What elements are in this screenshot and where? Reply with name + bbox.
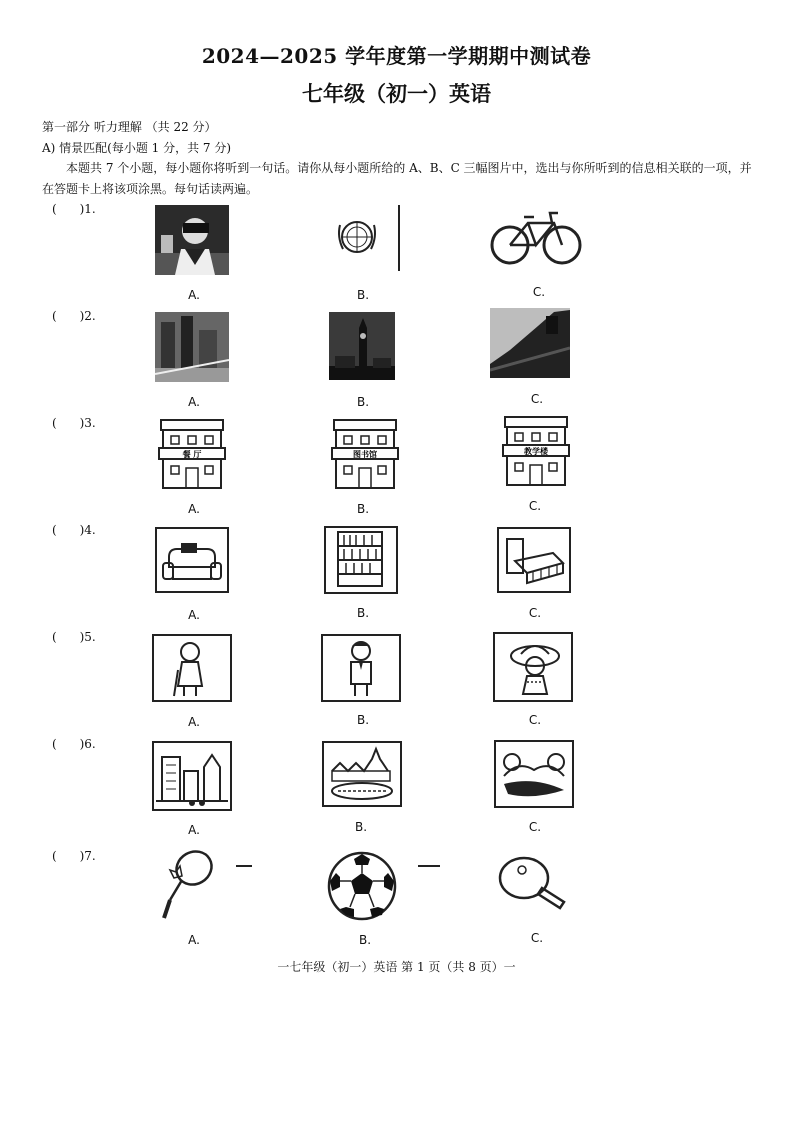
option-b[interactable]: B. (356, 288, 370, 302)
sign-teaching-building: 教学楼 (524, 447, 548, 456)
question-number: ( )3. (52, 416, 96, 430)
big-ben-image (329, 312, 395, 380)
option-c[interactable]: C. (532, 285, 546, 299)
un-emblem-image (335, 205, 405, 273)
park-lake-image (494, 740, 574, 808)
badminton-racket-image (160, 848, 220, 922)
question-number: ( )1. (52, 202, 96, 216)
option-a[interactable]: A. (188, 288, 200, 302)
section-heading: A) 情景匹配(每小题 1 分，共 7 分) (42, 141, 232, 155)
sofa-image (155, 527, 229, 593)
vr-headset-image (155, 205, 229, 275)
option-c[interactable]: C. (528, 499, 542, 513)
soccer-ball-image (326, 851, 398, 921)
town-village-image (322, 741, 402, 807)
dining-hall-building-image (157, 418, 227, 490)
question-number: ( )4. (52, 523, 96, 537)
instruction-text: 本题共 7 个小题，每小题你将听到一句话。请你从每小题所给的 A、B、C 三幅图片中，选出与你所听到的信息相关联的一项，并在答题卡上将该项涂黑。每句话读两遍。 (42, 161, 752, 196)
option-a[interactable]: A. (188, 823, 200, 837)
question-number: ( )7. (52, 849, 96, 863)
question-number: ( )5. (52, 630, 96, 644)
exam-subtitle: 七年级（初一）英语 (302, 81, 491, 106)
option-b[interactable]: B. (356, 713, 370, 727)
page-footer: 一七年级（初一）英语 第 1 页（共 8 页）一 (277, 960, 516, 974)
option-a[interactable]: A. (188, 395, 200, 409)
option-b[interactable]: B. (358, 933, 372, 947)
option-c[interactable]: C. (530, 931, 544, 945)
option-a[interactable]: A. (188, 933, 200, 947)
option-c[interactable]: C. (528, 606, 542, 620)
girl-with-hat-image (493, 632, 573, 702)
old-man-image (152, 634, 232, 702)
city-photo-image (155, 312, 229, 382)
option-a[interactable]: A. (188, 715, 200, 729)
option-b[interactable]: B. (356, 502, 370, 516)
option-b[interactable]: B. (356, 395, 370, 409)
option-c[interactable]: C. (528, 713, 542, 727)
option-c[interactable]: C. (530, 392, 544, 406)
sign-dining-hall: 餐 厅 (182, 450, 202, 459)
option-b[interactable]: B. (354, 820, 368, 834)
sign-library: 图书馆 (353, 450, 377, 459)
exam-title: 2024—2025 学年度第一学期期中测试卷 (201, 44, 592, 68)
library-building-image (330, 418, 400, 490)
teaching-building-image (501, 415, 571, 487)
option-b[interactable]: B. (356, 606, 370, 620)
city-buildings-image (152, 741, 232, 811)
bed-image (497, 527, 571, 593)
question-number: ( )6. (52, 737, 96, 751)
option-a[interactable]: A. (188, 502, 200, 516)
option-a[interactable]: A. (188, 608, 200, 622)
question-number: ( )2. (52, 309, 96, 323)
ping-pong-paddle-image (498, 856, 572, 912)
bicycle-image (490, 207, 582, 269)
bookshelf-image (324, 526, 398, 594)
great-wall-image (490, 308, 570, 378)
part-heading: 第一部分 听力理解 （共 22 分） (42, 120, 217, 134)
option-c[interactable]: C. (528, 820, 542, 834)
young-man-image (321, 634, 401, 702)
